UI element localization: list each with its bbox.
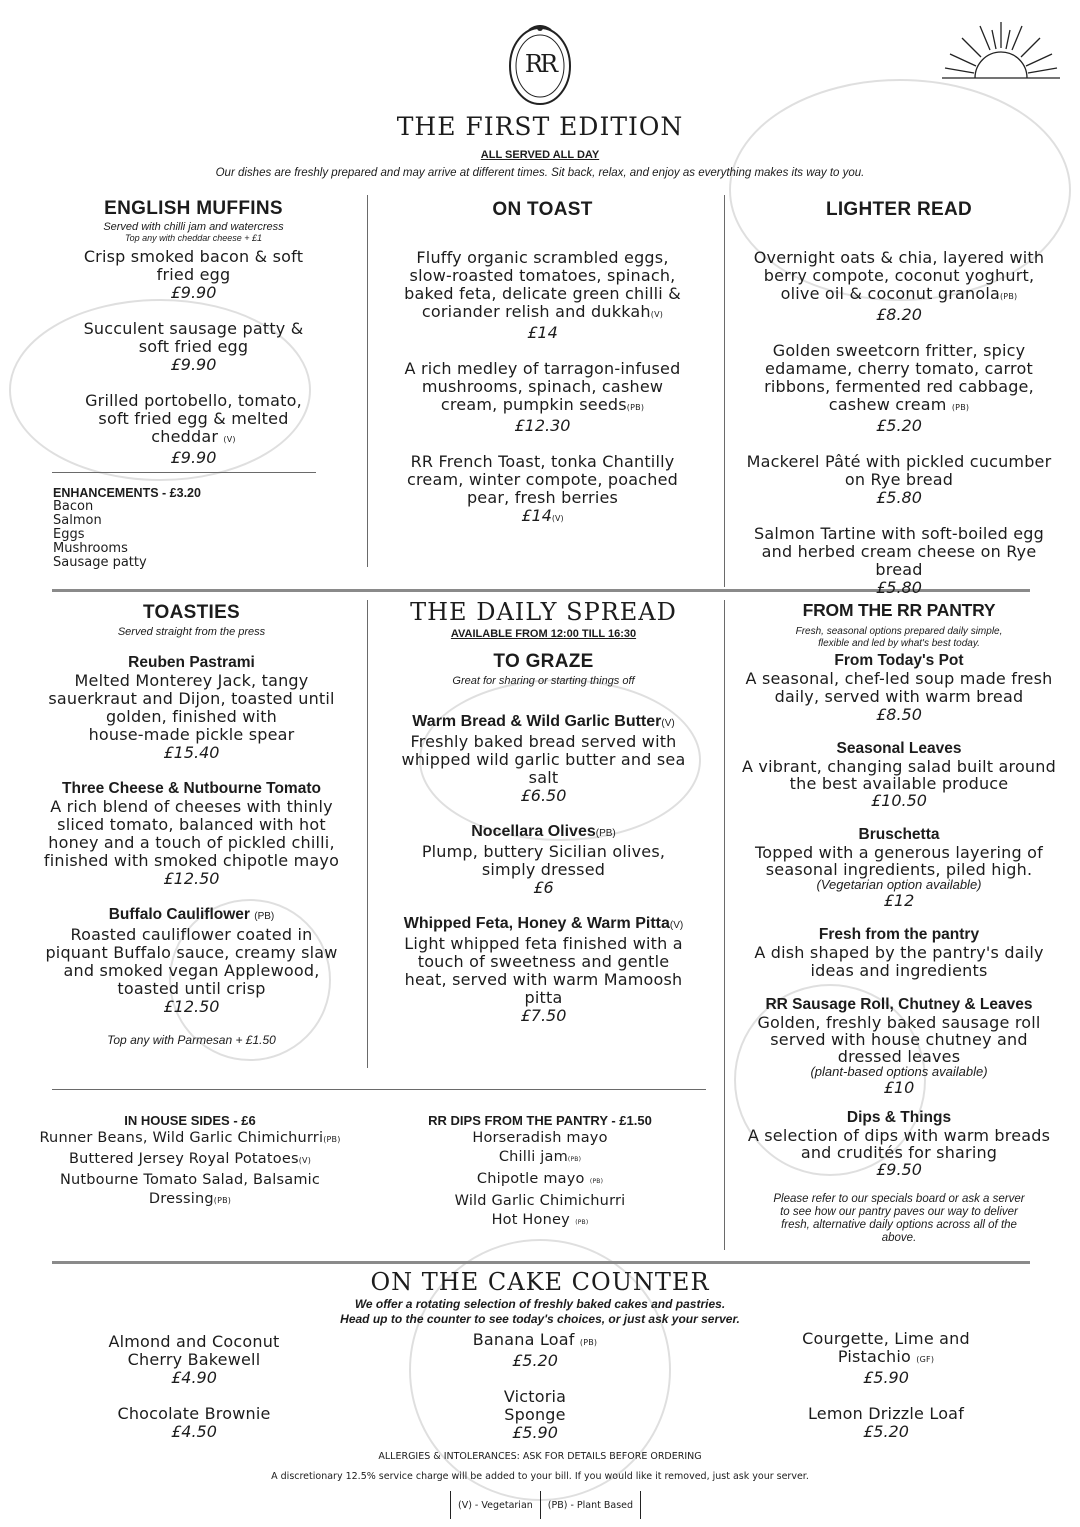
item-name: Bruschetta (858, 826, 940, 843)
item-line: cashew cream (828, 395, 947, 414)
dip-item: Horseradish mayo (472, 1130, 608, 1146)
menu-item (380, 713, 707, 805)
item-price: £9.90 (170, 355, 217, 374)
item-price: £9.90 (170, 448, 217, 467)
item-price: £5.80 (876, 578, 922, 597)
menu-item (738, 1109, 1060, 1179)
item-price: £4.50 (171, 1422, 217, 1441)
dips-section (385, 1113, 695, 1232)
item-line: cream, winter compote, poached (407, 470, 678, 489)
item-line: on Rye bread (844, 470, 954, 489)
item-line: soft fried egg (138, 337, 249, 356)
sides-section (20, 1113, 360, 1210)
item-name: From Today's Pot (834, 652, 964, 669)
dietary-tag: (PB) (579, 1338, 598, 1347)
menu-item (380, 915, 707, 1025)
item-line: Roasted cauliflower coated in (70, 925, 313, 944)
item-price: £15.40 (163, 743, 220, 762)
item-name: Warm Bread & Wild Garlic Butter (412, 713, 662, 730)
enhancements (53, 486, 313, 570)
item-price: £14 (527, 323, 558, 342)
menu-item (28, 654, 355, 762)
menu-item (28, 780, 355, 888)
item-line: edamame, cherry tomato, carrot (765, 359, 1033, 378)
menu-item (738, 652, 1060, 724)
item-line: cream, pumpkin seeds (440, 395, 627, 414)
menu-item (40, 320, 347, 374)
item-line: olive oil & coconut granola (780, 284, 1000, 303)
section-heading: TO GRAZE (493, 651, 594, 672)
section-divider (52, 1261, 1030, 1264)
cake-column-left (60, 1333, 328, 1441)
item-line: toasted until crisp (117, 979, 266, 998)
cake-counter-title: ON THE CAKE COUNTER (370, 1268, 710, 1296)
item-name: Fresh from the pantry (818, 926, 980, 943)
page-subtitle: ALL SERVED ALL DAY (480, 149, 600, 161)
menu-item (40, 392, 347, 467)
item-name: Seasonal Leaves (836, 740, 962, 757)
item-line: and smoked vegan Applewood, (63, 961, 320, 980)
item-line: A selection of dips with warm breads (747, 1126, 1051, 1145)
item-line: and herbed cream cheese on Rye (761, 542, 1037, 561)
cake-column-right (750, 1330, 1022, 1441)
item-name: RR Sausage Roll, Chutney & Leaves (765, 996, 1033, 1013)
item-price: £6.50 (520, 786, 567, 805)
item-line: slow-roasted tomatoes, spinach, (409, 266, 676, 285)
item-line: Almond and Coconut (108, 1332, 280, 1351)
item-name: Whipped Feta, Honey & Warm Pitta (403, 915, 670, 932)
footer-line: to see how our pantry paves our way to deliver (780, 1206, 1018, 1218)
item-line: A rich blend of cheeses with thinly (50, 797, 333, 816)
section-note: Top any with cheddar cheese + £1 (124, 233, 262, 243)
menu-item (380, 249, 705, 342)
item-line: Golden sweetcorn fritter, spicy (772, 341, 1026, 360)
dietary-tag: (V) (223, 435, 236, 444)
item-name: Reuben Pastrami (128, 654, 255, 671)
item-price: £5.20 (512, 1351, 558, 1370)
dietary-tag: (GF) (916, 1355, 935, 1364)
item-line: Banana Loaf (472, 1330, 575, 1349)
item-line: soft fried egg & melted (98, 409, 289, 428)
sides-divider (52, 1089, 706, 1090)
dietary-tag: (V) (551, 514, 564, 523)
dietary-tag: (V) (669, 920, 684, 931)
section-heading: IN HOUSE SIDES - £6 (124, 1113, 256, 1128)
item-price: £5.80 (876, 488, 922, 507)
column-divider (724, 600, 725, 1250)
dietary-tag: (PB) (626, 403, 645, 412)
enhancement-item: Eggs (53, 527, 85, 542)
item-line: Plump, buttery Sicilian olives, (421, 842, 666, 861)
logo (507, 22, 573, 108)
item-line: Topped with a generous layering of (755, 843, 1043, 862)
item-line: A rich medley of tarragon-infused (404, 359, 681, 378)
item-price: £5.90 (863, 1368, 909, 1387)
cake-item (60, 1333, 328, 1387)
item-line: whipped wild garlic butter and sea (401, 750, 686, 769)
item-line: mushrooms, spinach, cashew (421, 377, 664, 396)
menu-item (380, 360, 705, 435)
item-price: £5.20 (876, 416, 922, 435)
item-line: Sponge (504, 1405, 566, 1424)
item-line: Overnight oats & chia, layered with (753, 248, 1045, 267)
dip-item: Wild Garlic Chimichurri (454, 1193, 626, 1209)
item-line: Cherry Bakewell (127, 1350, 261, 1369)
dip-item: Chipotle mayo (476, 1171, 585, 1187)
item-price: £12 (883, 891, 915, 910)
legend-vegetarian: (V) - Vegetarian (458, 1499, 533, 1511)
item-line: A seasonal, chef-led soup made fresh (745, 669, 1053, 688)
item-line: pitta (524, 988, 563, 1007)
pantry-section (738, 600, 1060, 1245)
item-line: A dish shaped by the pantry's daily (754, 943, 1044, 962)
item-line: sauerkraut and Dijon, toasted until (48, 689, 335, 708)
side-item: Buttered Jersey Royal Potatoes (68, 1151, 299, 1167)
allergies-note: ALLERGIES & INTOLERANCES: ASK FOR DETAILS BEFORE ORDERING (378, 1451, 702, 1462)
item-price: £5.90 (512, 1423, 558, 1442)
menu-item (380, 453, 705, 528)
dietary-tag: (PB) (595, 828, 616, 839)
item-name: Buffalo Cauliflower (108, 906, 250, 923)
dietary-tag: (PB) (575, 1219, 589, 1226)
item-line: touch of sweetness and gentle (417, 952, 670, 971)
legend-plant-based: (PB) - Plant Based (547, 1499, 634, 1511)
section-heading: FROM THE RR PANTRY (802, 600, 996, 620)
daily-spread-section (380, 598, 707, 1025)
item-price: £12.50 (163, 869, 220, 888)
section-heading: LIGHTER READ (825, 199, 973, 220)
item-name: Three Cheese & Nutbourne Tomato (62, 780, 321, 797)
item-line: Golden, freshly baked sausage roll (757, 1013, 1041, 1032)
item-name: Nocellara Olives (471, 823, 596, 840)
column-divider (367, 600, 368, 1068)
item-line: heat, served with warm Mamoosh (404, 970, 683, 989)
column-divider (724, 195, 725, 587)
dip-item: Chilli jam (498, 1149, 568, 1165)
item-note: (Vegetarian option available) (816, 877, 982, 892)
enhancement-item: Bacon (53, 499, 94, 514)
item-line: house-made pickle spear (88, 725, 295, 744)
item-note: (plant-based options available) (810, 1064, 988, 1079)
item-price: £7.50 (520, 1006, 567, 1025)
menu-item (738, 342, 1060, 435)
item-line: ideas and ingredients (810, 961, 988, 980)
page-title: THE FIRST EDITION (396, 112, 684, 141)
item-price: £10 (883, 1078, 915, 1097)
sun-rays-icon (940, 20, 1062, 82)
item-price: £12.30 (514, 416, 571, 435)
service-charge-note: A discretionary 12.5% service charge will be added to your bill. If you would like it removed, just ask your server. (271, 1471, 809, 1482)
menu-item (40, 248, 347, 302)
menu-item (738, 826, 1060, 910)
item-line: finished with smoked chipotle mayo (43, 851, 340, 870)
item-name: Dips & Things (846, 1109, 952, 1126)
dietary-tag: (PB) (589, 1178, 604, 1185)
item-line: piquant Buffalo sauce, creamy slaw (45, 943, 338, 962)
item-line: Mackerel Pâté with pickled cucumber (746, 452, 1052, 471)
item-line: Succulent sausage patty & (83, 319, 304, 338)
lighter-read-section (738, 199, 1060, 597)
item-price: £9.50 (876, 1160, 922, 1179)
item-line: dressed leaves (837, 1047, 961, 1066)
item-line: seasonal ingredients, piled high. (765, 860, 1033, 879)
item-line: sliced tomato, balanced with hot (57, 815, 326, 834)
item-line: Pistachio (837, 1347, 911, 1366)
side-item: Nutbourne Tomato Salad, Balsamic (59, 1172, 321, 1188)
dietary-tag: (PB) (567, 1156, 582, 1163)
section-note: Top any with Parmesan + £1.50 (107, 1033, 276, 1047)
item-line: cheddar (151, 427, 219, 446)
menu-item (738, 453, 1060, 507)
section-heading: ENGLISH MUFFINS (104, 198, 283, 219)
section-subtitle: Fresh, seasonal options prepared daily simple, (795, 626, 1003, 637)
toasties-section (28, 602, 355, 1047)
item-line: bread (875, 560, 923, 579)
item-price: £8.20 (876, 305, 922, 324)
item-line: daily, served with warm bread (774, 687, 1024, 706)
dietary-legend (450, 1491, 641, 1519)
cake-item (400, 1388, 670, 1442)
enhancements-heading: ENHANCEMENTS - £3.20 (53, 486, 201, 500)
item-line: Freshly baked bread served with (410, 732, 677, 751)
item-price: £6 (533, 878, 554, 897)
section-title: THE DAILY SPREAD (410, 598, 677, 626)
column-divider (367, 195, 368, 567)
pantry-footer (738, 1193, 1060, 1245)
item-price: £5.20 (863, 1422, 909, 1441)
item-line: salt (528, 768, 559, 787)
enhancement-item: Mushrooms (53, 541, 128, 556)
menu-item (738, 926, 1060, 980)
cake-counter-subtitle: Head up to the counter to see today's choices, or just ask your server. (340, 1312, 740, 1326)
item-line: baked feta, delicate green chilli & (404, 284, 681, 303)
item-line: coriander relish and dukkah (421, 302, 651, 321)
enhancements-divider (52, 472, 316, 473)
menu-item (380, 823, 707, 897)
dietary-tag: (PB) (999, 292, 1018, 301)
item-line: Victoria (503, 1387, 567, 1406)
cake-item (400, 1331, 670, 1370)
menu-item (28, 906, 355, 1016)
section-subtitle: Served straight from the press (117, 626, 266, 638)
availability-note: AVAILABLE FROM 12:00 TILL 16:30 (450, 628, 637, 640)
side-item: Runner Beans, Wild Garlic Chimichurri (39, 1130, 324, 1146)
dietary-tag: (PB) (213, 1196, 232, 1205)
intro-text: Our dishes are freshly prepared and may arrive at different times. Sit back, relax, and enjoy as everything makes its way to you. (215, 167, 865, 179)
section-subtitle: Served with chilli jam and watercress (103, 221, 284, 233)
item-line: Lemon Drizzle Loaf (807, 1404, 965, 1423)
item-price: £12.50 (163, 997, 220, 1016)
side-item: Dressing (148, 1191, 214, 1207)
item-line: Grilled portobello, tomato, (85, 391, 302, 410)
section-heading: ON TOAST (492, 199, 593, 220)
cake-column-mid (400, 1331, 670, 1442)
section-subtitle: Great for sharing or starting things off (452, 675, 635, 687)
english-muffins-section (40, 198, 347, 467)
section-heading: RR DIPS FROM THE PANTRY - £1.50 (428, 1113, 652, 1128)
item-line: Chocolate Brownie (117, 1404, 271, 1423)
item-line: pear, fresh berries (466, 488, 619, 507)
on-toast-section (380, 199, 705, 528)
item-line: Crisp smoked bacon & soft (83, 247, 304, 266)
dietary-tag: (V) (661, 718, 675, 729)
dietary-tag: (V) (298, 1156, 312, 1165)
item-line: Melted Monterey Jack, tangy (74, 671, 309, 690)
footer-line: Please refer to our specials board or ask a server (773, 1193, 1025, 1205)
item-price: £10.50 (871, 791, 927, 810)
item-line: Fluffy organic scrambled eggs, (416, 248, 669, 267)
item-line: ribbons, fermented red cabbage, (764, 377, 1034, 396)
cake-item (750, 1405, 1022, 1441)
dietary-tag: (PB) (323, 1135, 341, 1144)
enhancement-item: Sausage patty (53, 555, 147, 570)
item-price: £8.50 (876, 705, 922, 724)
cake-item (60, 1405, 328, 1441)
item-line: fried egg (156, 265, 231, 284)
menu-item (738, 525, 1060, 597)
footer-line: fresh, alternative daily options across all of the (781, 1219, 1017, 1231)
section-heading: TOASTIES (142, 602, 241, 623)
dietary-tag: (PB) (254, 911, 275, 922)
item-line: Light whipped feta finished with a (404, 934, 683, 953)
dietary-tag: (V) (650, 310, 664, 319)
item-line: Courgette, Lime and (802, 1329, 970, 1348)
enhancement-item: Salmon (53, 513, 102, 528)
item-line: golden, finished with (105, 707, 278, 726)
footer-line: above. (881, 1232, 917, 1244)
item-line: berry compote, coconut yoghurt, (763, 266, 1035, 285)
item-price: £9.90 (170, 283, 217, 302)
menu-item (738, 996, 1060, 1097)
section-subtitle: flexible and led by what's best today. (818, 638, 980, 649)
cake-counter-subtitle: We offer a rotating selection of freshly baked cakes and pastries. (354, 1297, 726, 1311)
item-price: £4.90 (171, 1368, 217, 1387)
item-line: served with house chutney and (770, 1030, 1028, 1049)
item-line: simply dressed (481, 860, 606, 879)
item-line: honey and a touch of pickled chilli, (48, 833, 335, 852)
logo-monogram: RR (524, 50, 556, 78)
menu-item (738, 740, 1060, 810)
menu-item (738, 249, 1060, 324)
item-line: RR French Toast, tonka Chantilly (410, 452, 675, 471)
dip-item: Hot Honey (491, 1212, 570, 1228)
cake-item (750, 1330, 1022, 1387)
item-price: £14 (521, 506, 552, 525)
item-line: the best available produce (789, 774, 1009, 793)
dietary-tag: (PB) (951, 403, 970, 412)
item-line: Salmon Tartine with soft-boiled egg (754, 524, 1044, 543)
item-line: A vibrant, changing salad built around (742, 757, 1056, 776)
item-line: and crudités for sharing (800, 1143, 998, 1162)
